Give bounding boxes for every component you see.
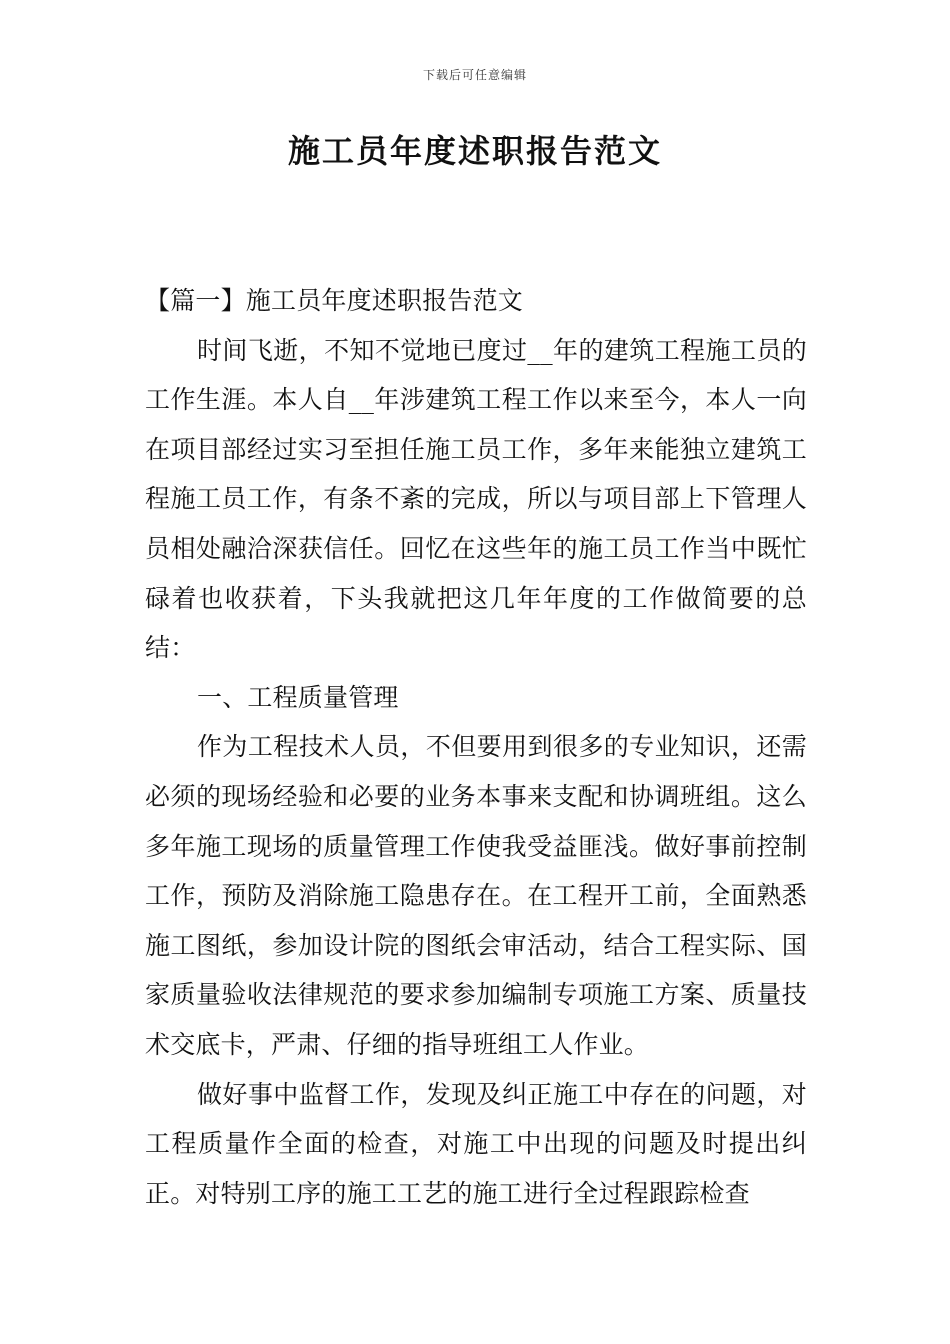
body-paragraph: 作为工程技术人员，不但要用到很多的专业知识，还需必须的现场经验和必要的业务本事来支配和协调班组。这么多年施工现场的质量管理工作使我受益匪浅。做好事前控制工作，预防及消除施工隐患存在。在工程开工前，全面熟悉施工图纸，参加设计院的图纸会审活动，结合工程实际、国家质量验收法律规范的要求参加编制专项施工方案、质量技术交底卡，严肃、仔细的指导班组工人作业。	[145, 732, 807, 1059]
document-body	[145, 276, 807, 1218]
body-paragraph: 做好事中监督工作，发现及纠正施工中存在的问题，对工程质量作全面的检查，对施工中出现的问题及时提出纠正。对特别工序的施工工艺的施工进行全过程跟踪检查	[145, 1079, 807, 1208]
article-heading: 【篇一】施工员年度述职报告范文	[145, 286, 524, 315]
section-heading: 一、工程质量管理	[197, 682, 399, 712]
header-note: 下载后可任意编辑	[422, 68, 527, 82]
body-paragraph: 时间飞逝，不知不觉地已度过__年的建筑工程施工员的工作生涯。本人自__年涉建筑工程工作以来至今，本人一向在项目部经过实习至担任施工员工作，多年来能独立建筑工程施工员工作，有条不紊的完成，所以与项目部上下管理人员相处融洽深获信任。回忆在这些年的施工员工作当中既忙碌着也收获着，下头我就把这几年年度的工作做简要的总结：	[145, 335, 807, 663]
document-title: 施工员年度述职报告范文	[287, 132, 662, 170]
